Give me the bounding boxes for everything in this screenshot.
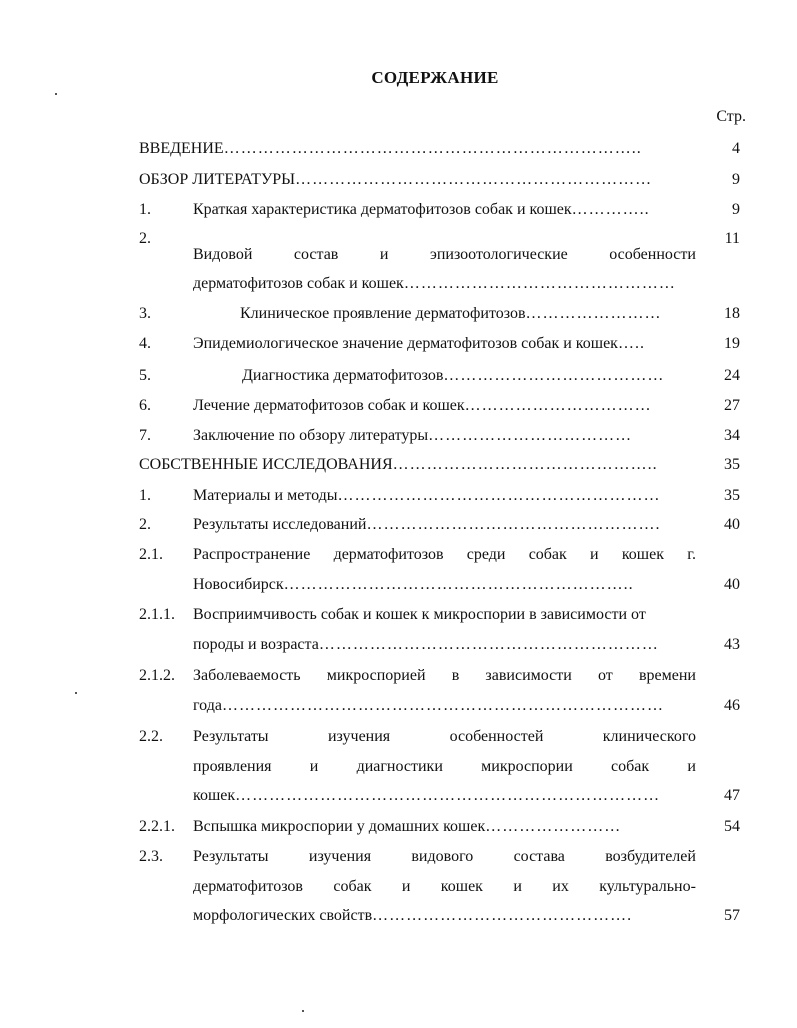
toc-word: клинического — [602, 728, 696, 745]
toc-entry-text: года — [193, 697, 222, 714]
toc-word: и — [687, 758, 696, 775]
toc-entry-justified-line[interactable] — [193, 757, 696, 777]
toc-word: микроспорией — [326, 667, 426, 684]
toc-page-number: 34 — [724, 427, 740, 444]
toc-word: видового — [411, 848, 474, 865]
toc-leader-dots: ……………………………………………………………….. — [223, 140, 642, 157]
toc-leader-dots: ………………………………………………………………… — [235, 787, 661, 804]
toc-entry-text: Эпидемиологическое значение дерматофитозов собак и кошек — [193, 335, 618, 352]
toc-entry-number: 3. — [139, 305, 151, 322]
scan-speck — [75, 692, 77, 694]
toc-entry-text: кошек — [193, 787, 236, 804]
toc-leader-dots: ………………………………………… — [403, 275, 676, 292]
toc-entry-number: 2. — [139, 230, 151, 247]
toc-word: Видовой — [193, 246, 253, 263]
toc-word: особенностей — [449, 728, 544, 745]
toc-word: дерматофитозов — [193, 878, 303, 895]
toc-page-number: 9 — [732, 201, 740, 218]
toc-page-number: 18 — [724, 305, 740, 322]
toc-leader-dots: …………………………………………………… — [318, 636, 659, 653]
toc-entry-text: СОБСТВЕННЫЕ ИССЛЕДОВАНИЯ — [139, 456, 393, 473]
toc-page-number: 27 — [724, 397, 740, 414]
toc-word: проявления — [193, 758, 272, 775]
toc-word: Результаты — [193, 728, 269, 745]
toc-entry[interactable] — [242, 366, 664, 386]
toc-word: от — [597, 667, 613, 684]
toc-entry-text: ОБЗОР ЛИТЕРАТУРЫ — [139, 171, 296, 188]
toc-entry-number: 5. — [139, 367, 151, 384]
toc-entry-continuation[interactable] — [193, 786, 660, 806]
toc-word: собак — [611, 758, 650, 775]
toc-leader-dots: ……………………………………………. — [366, 516, 661, 533]
toc-word: состав — [293, 246, 339, 263]
toc-word: изучения — [327, 728, 391, 745]
toc-entry-text: дерматофитозов собак и кошек — [193, 275, 404, 292]
toc-leader-dots: …………………… — [525, 305, 662, 322]
toc-entry-number: 1. — [139, 487, 151, 504]
toc-word: и — [309, 758, 319, 775]
toc-page-number: 9 — [732, 171, 740, 188]
toc-entry-number: 7. — [139, 427, 151, 444]
toc-entry-text: породы и возраста — [193, 636, 319, 653]
toc-word: и — [401, 878, 411, 895]
toc-page-number: 35 — [724, 487, 740, 504]
toc-entry-text: Клиническое проявление дерматофитозов — [240, 305, 526, 322]
toc-entry-text: ВВЕДЕНИЕ — [139, 140, 224, 157]
toc-page-number: 43 — [724, 636, 740, 653]
toc-word: Заболеваемость — [193, 667, 301, 684]
toc-entry-own-research[interactable] — [139, 455, 658, 475]
toc-word: среди — [466, 546, 506, 563]
toc-entry-number: 2. — [139, 516, 151, 533]
toc-entry[interactable] — [193, 486, 661, 506]
toc-entry[interactable] — [193, 396, 652, 416]
toc-page-number: 47 — [724, 787, 740, 804]
toc-word: зависимости — [485, 667, 572, 684]
toc-word: микроспории — [481, 758, 573, 775]
toc-entry-number: 2.1.2. — [139, 667, 175, 684]
toc-word: собак — [333, 878, 372, 895]
toc-entry-text: Новосибирск — [193, 576, 284, 593]
toc-entry-justified-line[interactable] — [193, 245, 696, 265]
toc-entry[interactable] — [193, 426, 632, 446]
toc-entry[interactable] — [240, 304, 662, 324]
toc-page-number: 54 — [724, 818, 740, 835]
toc-leader-dots: ….. — [617, 335, 645, 352]
toc-entry-justified-line[interactable] — [193, 666, 696, 686]
toc-word: Распространение — [193, 546, 311, 563]
toc-leader-dots: ……………………………… — [428, 427, 633, 444]
toc-page-number: 19 — [724, 335, 740, 352]
toc-leader-dots: ………………………………… — [443, 367, 665, 384]
toc-word: культурально- — [599, 878, 696, 895]
toc-entry-text: Восприимчивость собак и кошек к микроспории в зависимости от — [193, 606, 646, 623]
toc-entry-number: 2.1.1. — [139, 606, 175, 623]
toc-page-number: 24 — [724, 367, 740, 384]
toc-entry-number: 1. — [139, 201, 151, 218]
toc-page-number: 11 — [724, 230, 740, 247]
toc-word: в — [451, 667, 460, 684]
toc-leader-dots: …………………………………………………….. — [283, 576, 634, 593]
toc-entry-justified-line[interactable] — [193, 545, 696, 565]
toc-page-number: 46 — [724, 697, 740, 714]
toc-word: и — [590, 546, 599, 563]
toc-page-number: 35 — [724, 456, 740, 473]
toc-leader-dots: …………………………… — [464, 397, 652, 414]
toc-word: и — [513, 878, 522, 895]
toc-entry-justified-line[interactable] — [193, 727, 696, 747]
toc-entry-justified-line[interactable] — [193, 847, 696, 867]
toc-entry-text: Вспышка микроспории у домашних кошек — [193, 818, 486, 835]
toc-leader-dots: …………………………………………………………………… — [221, 697, 664, 714]
toc-leader-dots: …………………… — [485, 818, 622, 835]
toc-entry-text: Диагностика дерматофитозов — [242, 367, 444, 384]
toc-word: диагностики — [356, 758, 443, 775]
toc-leader-dots: ………………………………………………… — [337, 487, 661, 504]
toc-entry-continuation[interactable] — [193, 575, 634, 595]
page-column-header: Стр. — [716, 108, 746, 125]
toc-entry-introduction[interactable] — [139, 139, 642, 159]
toc-entry-text: Лечение дерматофитозов собак и кошек — [193, 397, 465, 414]
toc-entry-continuation[interactable] — [193, 635, 659, 655]
scan-speck — [302, 1010, 304, 1012]
toc-page-number: 4 — [732, 140, 740, 157]
toc-entry-continuation[interactable] — [193, 906, 632, 926]
toc-entry[interactable] — [193, 334, 645, 354]
toc-entry-text: морфологических свойств — [193, 907, 373, 924]
toc-entry-number: 4. — [139, 335, 151, 352]
scan-speck — [55, 93, 57, 95]
toc-entry-text: Заключение по обзору литературы — [193, 427, 429, 444]
toc-entry-continuation[interactable] — [193, 274, 676, 294]
toc-entry-continuation[interactable] — [193, 696, 664, 716]
toc-entry[interactable] — [193, 515, 660, 535]
toc-word: состава — [513, 848, 565, 865]
toc-word: их — [552, 878, 569, 895]
toc-word: эпизоотологические — [429, 246, 568, 263]
toc-word: дерматофитозов — [333, 546, 444, 563]
toc-leader-dots: ………………………………………. — [372, 907, 633, 924]
toc-word: г. — [687, 546, 696, 563]
toc-entry-text: Краткая характеристика дерматофитозов собак и кошек — [193, 201, 572, 218]
toc-leader-dots: ………….. — [571, 201, 650, 218]
toc-entry-text: Результаты исследований — [193, 516, 367, 533]
toc-entry-number: 2.1. — [139, 546, 163, 563]
toc-word: кошек — [440, 878, 483, 895]
toc-leader-dots: ……………………………………….. — [392, 456, 658, 473]
toc-entry[interactable] — [193, 817, 621, 837]
page-title: СОДЕРЖАНИЕ — [371, 68, 499, 87]
toc-word: возбудителей — [605, 848, 696, 865]
toc-leader-dots: ……………………………………………………… — [295, 171, 653, 188]
toc-word: времени — [638, 667, 696, 684]
toc-word: собак — [528, 546, 567, 563]
toc-entry[interactable] — [193, 605, 646, 625]
toc-word: кошек — [621, 546, 664, 563]
toc-page-number: 57 — [724, 907, 740, 924]
toc-entry-text: Материалы и методы — [193, 487, 338, 504]
toc-entry-number: 2.2. — [139, 728, 163, 745]
toc-word: изучения — [308, 848, 372, 865]
toc-entry-justified-line[interactable] — [193, 877, 696, 897]
toc-word: особенности — [609, 246, 696, 263]
toc-word: Результаты — [193, 848, 269, 865]
toc-entry-number: 2.3. — [139, 848, 163, 865]
toc-page-number: 40 — [724, 516, 740, 533]
toc-entry-number: 6. — [139, 397, 151, 414]
toc-page-number: 40 — [724, 576, 740, 593]
toc-entry-literature-review[interactable] — [139, 170, 652, 190]
toc-word: и — [379, 246, 389, 263]
toc-entry[interactable] — [193, 200, 650, 220]
toc-entry-number: 2.2.1. — [139, 818, 175, 835]
